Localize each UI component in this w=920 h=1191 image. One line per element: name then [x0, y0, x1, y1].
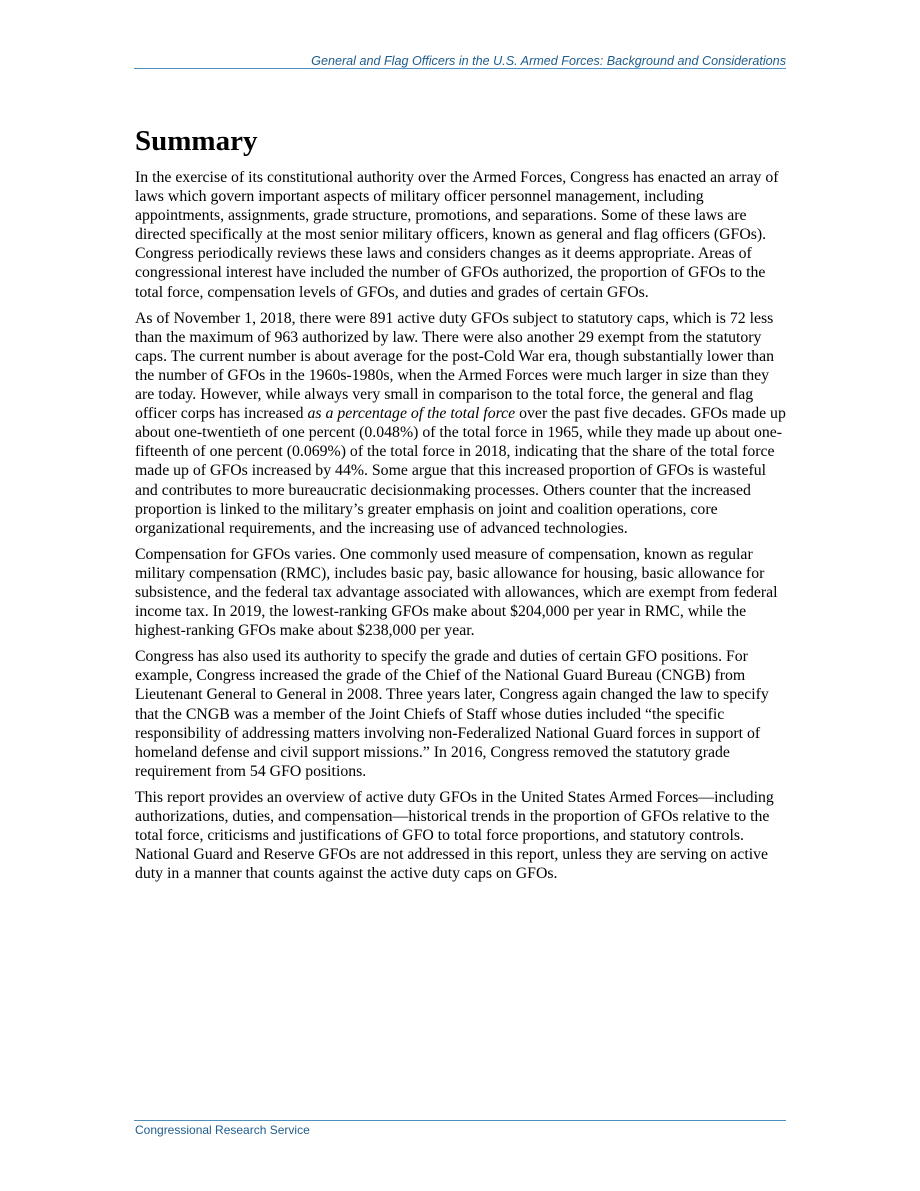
footer-divider	[134, 1120, 786, 1121]
running-header: General and Flag Officers in the U.S. Armed Forces: Background and Considerations	[311, 54, 786, 68]
paragraph-2-text-after: over the past five decades. GFOs made up about one-twentieth of one percent (0.048%) of the total force in 1965, while they made up about one-fifteenth of one percent (0.069%) of the total force in 2018, indicating that the share of the total force made up of GFOs increased by 44%. Some argue that this increased proportion of GFOs is wasteful and contributes to more bureaucratic decisionmaking processes. Others counter that the increased proportion is linked to the military’s greater emphasis on joint and coalition operations, core organizational requirements, and the increasing use of advanced technologies.	[135, 405, 786, 537]
summary-heading: Summary	[135, 125, 258, 157]
summary-section	[135, 124, 787, 890]
paragraph-2-emphasis: as a percentage of the total force	[307, 405, 516, 423]
summary-paragraph-3: Compensation for GFOs varies. One commonly used measure of compensation, known as regular military compensation (RMC), includes basic pay, basic allowance for housing, basic allowance for subsistence, and the federal tax advantage associated with allowances, which are exempt from federal income tax. In 2019, the lowest-ranking GFOs make about $204,000 per year in RMC, while the highest-ranking GFOs make about $238,000 per year.	[135, 545, 778, 640]
summary-paragraph-1: In the exercise of its constitutional authority over the Armed Forces, Congress has enacted an array of laws which govern important aspects of military officer personnel management, including appointments, assignments, grade structure, promotions, and separations. Some of these laws are directed specifically at the most senior military officers, known as general and flag officers (GFOs). Congress periodically reviews these laws and considers changes as it deems appropriate. Areas of congressional interest have included the number of GFOs authorized, the proportion of GFOs to the total force, compensation levels of GFOs, and duties and grades of certain GFOs.	[135, 169, 779, 301]
summary-paragraph-2	[135, 309, 787, 538]
summary-paragraph-4: Congress has also used its authority to specify the grade and duties of certain GFO positions. For example, Congress increased the grade of the Chief of the National Guard Bureau (CNGB) from Lieutenant General to General in 2008. Three years later, Congress again changed the law to specify that the CNGB was a member of the Joint Chiefs of Staff whose duties included “the specific responsibility of addressing matters involving non-Federalized National Guard forces in support of homeland defense and civil support missions.” In 2016, Congress removed the statutory grade requirement from 54 GFO positions.	[135, 648, 769, 780]
summary-paragraph-5: This report provides an overview of active duty GFOs in the United States Armed Forces—including authorizations, duties, and compensation—historical trends in the proportion of GFOs relative to the total force, criticisms and justifications of GFO to total force proportions, and statutory controls. National Guard and Reserve GFOs are not addressed in this report, unless they are serving on active duty in a manner that counts against the active duty caps on GFOs.	[135, 788, 774, 883]
paragraph-2-text-before: As of November 1, 2018, there were 891 active duty GFOs subject to statutory caps, which is 72 less than the maximum of 963 authorized by law. There were also another 29 exempt from the statutory caps. The current number is about average for the post-Cold War era, though substantially lower than the number of GFOs in the 1960s-1980s, when the Armed Forces were much larger in size than they are today. However, while always very small in comparison to the total force, the general and flag officer corps has increased	[135, 309, 775, 423]
footer-label: Congressional Research Service	[135, 1123, 310, 1137]
header-divider	[134, 68, 786, 69]
